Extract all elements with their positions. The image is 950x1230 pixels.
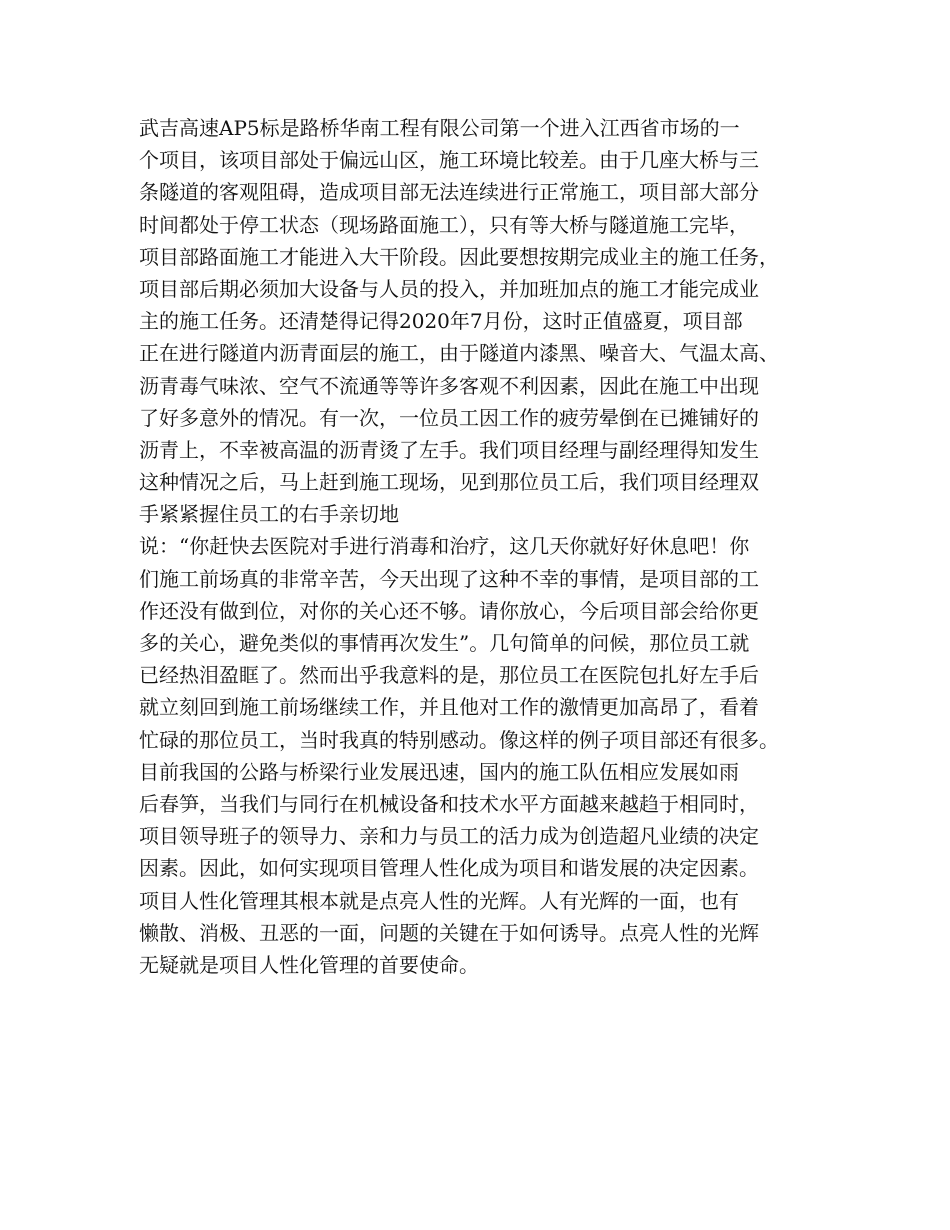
text-line: 目前我国的公路与桥梁行业发展迅速，国内的施工队伍相应发展如雨	[139, 759, 739, 784]
text-line: 手紧紧握住员工的右手亲切地	[139, 502, 399, 527]
text-line: 就立刻回到施工前场继续工作，并且他对工作的激情更加高昂了，看着	[139, 695, 759, 720]
body-text	[139, 112, 829, 981]
text-line: 项目领导班子的领导力、亲和力与员工的活力成为创造超凡业绩的决定	[139, 824, 759, 849]
text-line: 无疑就是项目人性化管理的首要使命。	[139, 952, 479, 977]
text-line: 已经热泪盈眶了。然而出乎我意料的是，那位员工在医院包扎好左手后	[139, 663, 759, 688]
text-line: 说：“你赶快去医院对手进行消毒和治疗，这几天你就好好休息吧！你	[139, 534, 750, 559]
text-line: 沥青毒气味浓、空气不流通等等许多客观不利因素，因此在施工中出现	[139, 373, 759, 398]
text-line: 正在进行隧道内沥青面层的施工，由于隧道内漆黑、噪音大、气温太高、	[139, 341, 779, 366]
text-line: 项目部后期必须加大设备与人员的投入，并加班加点的施工才能完成业	[139, 276, 759, 301]
text-line: 项目部路面施工才能进入大干阶段。因此要想按期完成业主的施工任务，	[139, 244, 779, 269]
text-line: 了好多意外的情况。有一次，一位员工因工作的疲劳晕倒在已摊铺好的	[139, 405, 759, 430]
text-line: 们施工前场真的非常辛苦，今天出现了这种不幸的事情，是项目部的工	[139, 566, 759, 591]
text-line: 条隧道的客观阻碍，造成项目部无法连续进行正常施工，项目部大部分	[139, 180, 759, 205]
text-line: 主的施工任务。还清楚得记得2020年7月份，这时正值盛夏，项目部	[139, 309, 743, 334]
text-line: 忙碌的那位员工，当时我真的特别感动。像这样的例子项目部还有很多。	[139, 727, 779, 752]
text-line: 时间都处于停工状态（现场路面施工），只有等大桥与隧道施工完毕，	[139, 212, 749, 237]
text-line: 个项目，该项目部处于偏远山区，施工环境比较差。由于几座大桥与三	[139, 148, 759, 173]
text-line: 沥青上，不幸被高温的沥青烫了左手。我们项目经理与副经理得知发生	[139, 437, 759, 462]
text-line: 多的关心，避免类似的事情再次发生”。几句简单的问候，那位员工就	[139, 631, 750, 655]
text-line: 这种情况之后，马上赶到施工现场，见到那位员工后，我们项目经理双	[139, 470, 759, 495]
text-line: 作还没有做到位，对你的关心还不够。请你放心，今后项目部会给你更	[139, 598, 759, 623]
text-line: 后春笋，当我们与同行在机械设备和技术水平方面越来越趋于相同时，	[139, 791, 759, 816]
text-line: 武吉高速AP5标是路桥华南工程有限公司第一个进入江西省市场的一	[139, 116, 740, 140]
text-line: 项目人性化管理其根本就是点亮人性的光辉。人有光辉的一面，也有	[139, 888, 739, 913]
text-line: 懒散、消极、丑恶的一面，问题的关键在于如何诱导。点亮人性的光辉	[139, 920, 759, 945]
text-line: 因素。因此，如何实现项目管理人性化成为项目和谐发展的决定因素。	[139, 856, 759, 881]
